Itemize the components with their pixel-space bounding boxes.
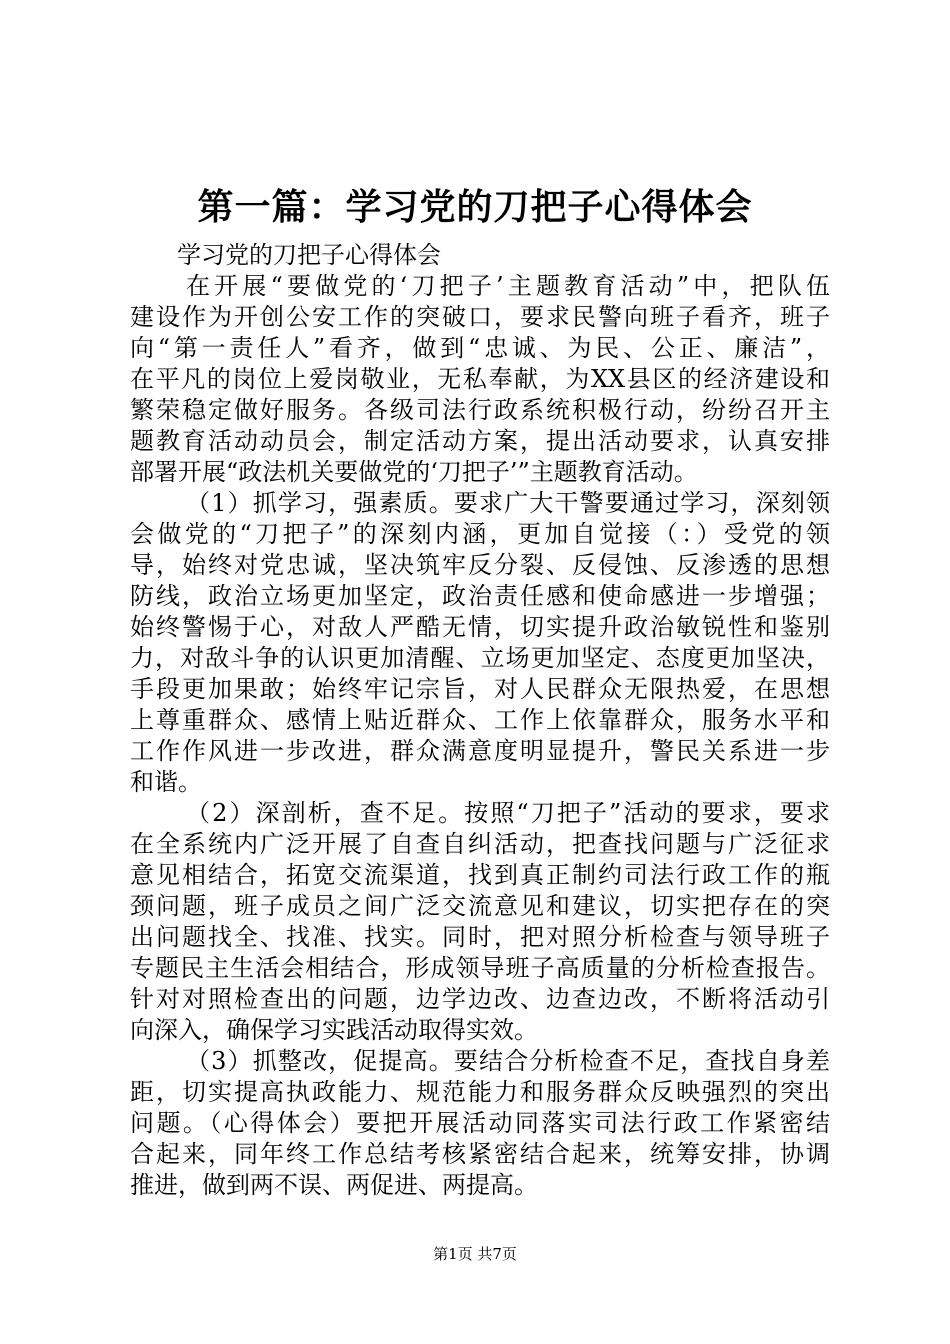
body-line: 在平凡的岗位上爱岗敬业，无私奉献，为XX县区的经济建设和: [130, 365, 830, 393]
body-line: 专题民主生活会相结合，形成领导班子高质量的分析检查报告。: [130, 954, 830, 982]
body-line: 题教育活动动员会，制定活动方案，提出活动要求，认真安排: [130, 427, 830, 455]
body-line: 和谐。: [130, 768, 202, 796]
body-line: 手段更加果敢；始终牢记宗旨，对人民群众无限热爱，在思想: [130, 675, 830, 703]
body-line: 意见相结合，拓宽交流渠道，找到真正制约司法行政工作的瓶: [130, 861, 830, 889]
body-line: 工作作风进一步改进，群众满意度明显提升，警民关系进一步: [130, 737, 830, 765]
body-line: （3）抓整改，促提高。要结合分析检查不足，查找自身差: [186, 1047, 830, 1075]
body-line: 导，始终对党忠诚，坚决筑牢反分裂、反侵蚀、反渗透的思想: [130, 551, 830, 579]
document-subtitle: 学习党的刀把子心得体会: [177, 241, 441, 269]
body-line: 力，对敌斗争的认识更加清醒、立场更加坚定、态度更加坚决，: [130, 644, 830, 672]
page-footer: 第1页 共7页: [433, 1245, 517, 1263]
body-line: 出问题找全、找准、找实。同时，把对照分析检查与领导班子: [130, 923, 830, 951]
body-line: 繁荣稳定做好服务。各级司法行政系统积极行动，纷纷召开主: [130, 396, 830, 424]
body-line: 防线，政治立场更加坚定，政治责任感和使命感进一步增强；: [130, 582, 830, 610]
body-line: 建设作为开创公安工作的突破口，要求民警向班子看齐，班子: [130, 303, 830, 331]
document-title: 第一篇：学习党的刀把子心得体会: [197, 186, 753, 228]
body-line: （1）抓学习，强素质。要求广大干警要通过学习，深刻领: [186, 489, 830, 517]
body-line: 向深入，确保学习实践活动取得实效。: [130, 1016, 538, 1044]
body-line: 合起来，同年终工作总结考核紧密结合起来，统筹安排，协调: [130, 1140, 830, 1168]
body-line: （2）深剖析，查不足。按照“刀把子”活动的要求，要求: [186, 799, 830, 827]
body-line: 始终警惕于心，对敌人严酷无情，切实提升政治敏锐性和鉴别: [130, 613, 830, 641]
body-line: 推进，做到两不误、两促进、两提高。: [130, 1171, 538, 1199]
body-line: 部署开展“政法机关要做党的‘刀把子’”主题教育活动。: [130, 458, 698, 486]
body-line: 针对对照检查出的问题，边学边改、边查边改，不断将活动引: [130, 985, 830, 1013]
body-line: 问题。（心得体会）要把开展活动同落实司法行政工作紧密结: [130, 1109, 830, 1137]
body-line: 颈问题，班子成员之间广泛交流意见和建议，切实把存在的突: [130, 892, 830, 920]
body-line: 在全系统内广泛开展了自查自纠活动，把查找问题与广泛征求: [130, 830, 830, 858]
document-body: [130, 240, 830, 1201]
body-line: 在开展“要做党的‘刀把子’主题教育活动”中，把队伍: [186, 272, 830, 300]
body-line: 上尊重群众、感情上贴近群众、工作上依靠群众，服务水平和: [130, 706, 830, 734]
body-line: 距，切实提高执政能力、规范能力和服务群众反映强烈的突出: [130, 1078, 830, 1106]
body-line: 向“第一责任人”看齐，做到“忠诚、为民、公正、廉洁”，: [130, 334, 830, 362]
body-line: 会做党的“刀把子”的深刻内涵，更加自觉接（：）受党的领: [130, 520, 830, 548]
